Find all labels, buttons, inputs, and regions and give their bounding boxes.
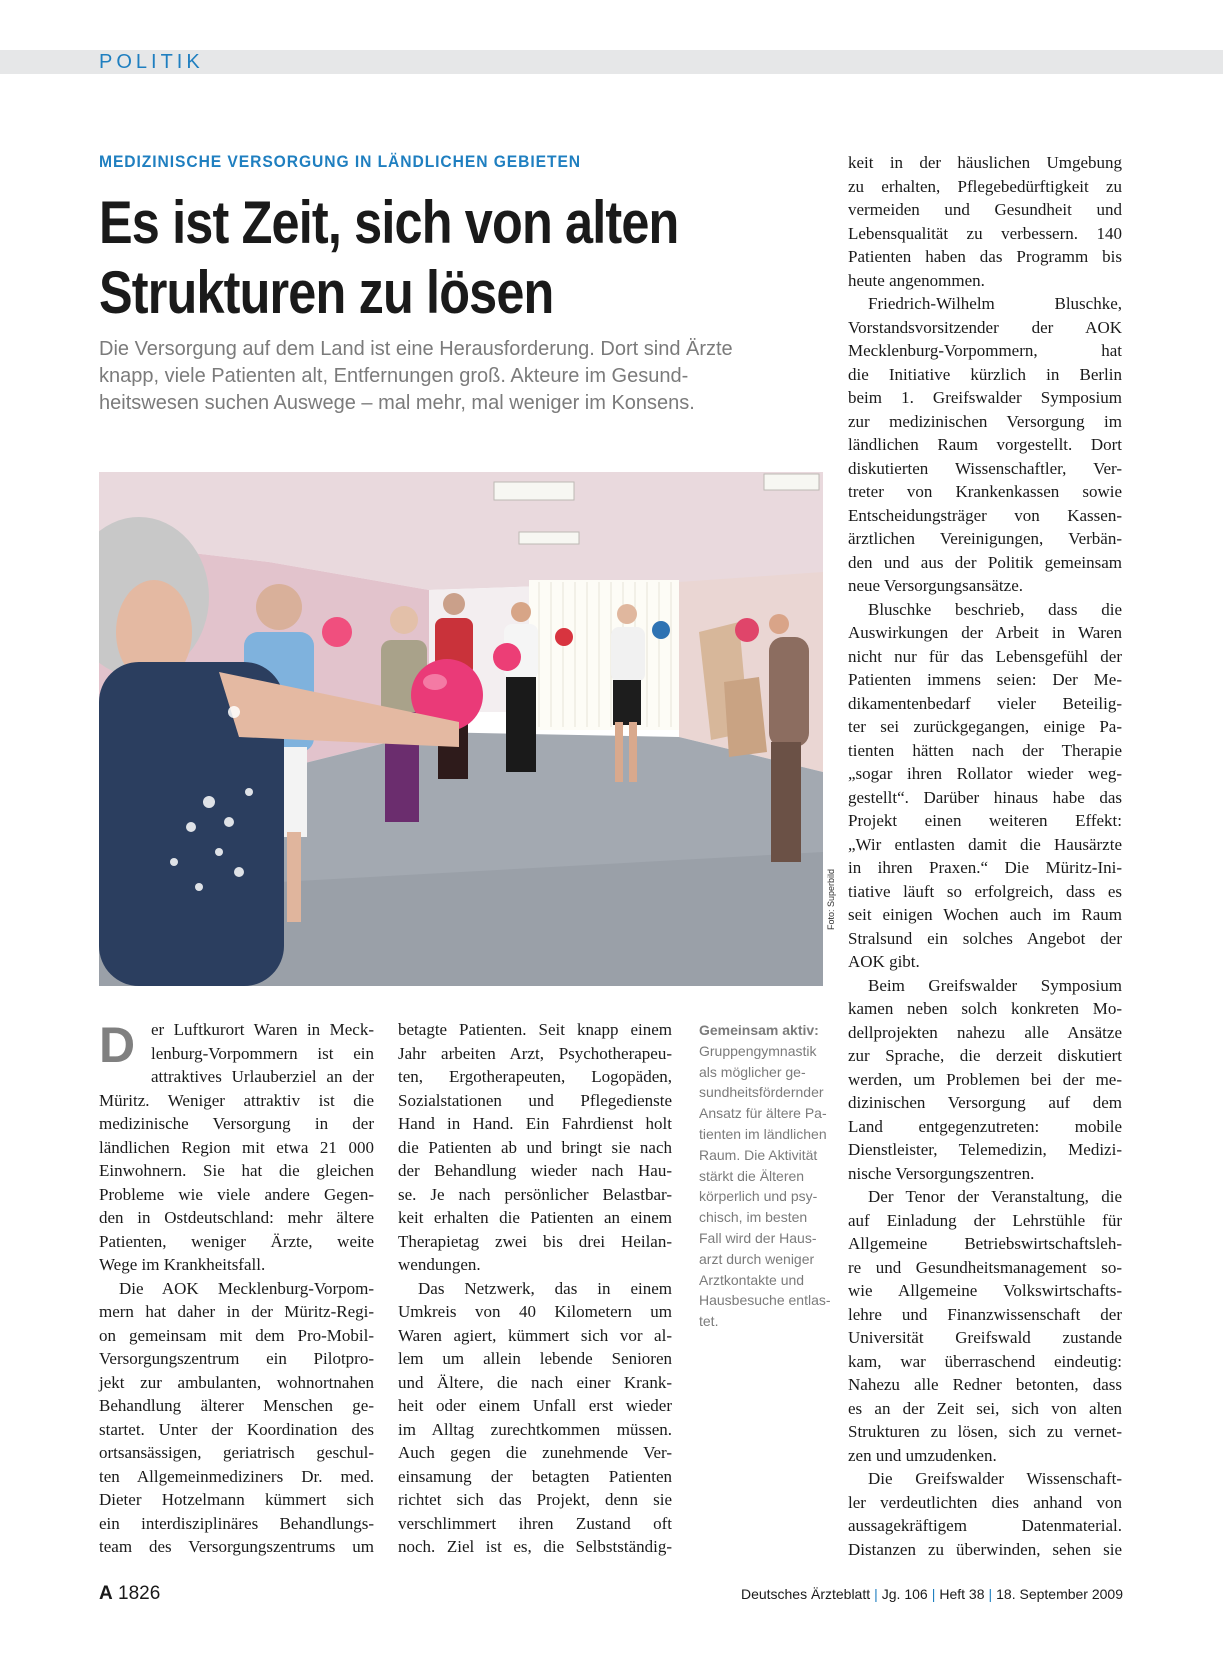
journal-volume: Jg. 106 xyxy=(881,1586,928,1602)
text-line: Auch gegen die zunehmende Ver- xyxy=(398,1443,672,1462)
separator: | xyxy=(874,1586,878,1602)
text-line: Friedrich-Wilhelm Bluschke, xyxy=(868,294,1122,313)
text-line: Auswirkungen der Arbeit in Waren xyxy=(848,623,1122,642)
text-line: Allgemeine Betriebswirtschaftsleh- xyxy=(848,1234,1122,1253)
text-line: Versorgungszentrum ein Pilotpro- xyxy=(99,1349,374,1368)
text-line: tiative läuft so erfolgreich, dass es xyxy=(848,881,1122,901)
text-line: se. Je nach persönlicher Belastbar- xyxy=(398,1184,672,1204)
text-line: Die AOK Mecklenburg-Vorpom- xyxy=(119,1278,374,1298)
text-line: ten, Ergotherapeuten, Logopäden, xyxy=(398,1067,672,1086)
text-line: mern hat daher in der Müritz-Regi- xyxy=(99,1302,374,1321)
text-line: Patienten, weniger Ärzte, weite xyxy=(99,1231,374,1251)
text-line: startet. Unter der Koordination des xyxy=(99,1419,374,1439)
text-line: die Initiative kürzlich in Berlin xyxy=(848,364,1122,384)
text-line: Probleme wie viele andere Gegen- xyxy=(99,1184,374,1204)
text-line: betagte Patienten. Seit knapp einem xyxy=(398,1020,672,1039)
text-line: tienten hätten nach der Therapie xyxy=(848,740,1122,760)
text-line: Land entgegenzutreten: mobile xyxy=(848,1116,1122,1136)
text-line: den und aus der Politik gemeinsam xyxy=(848,552,1122,572)
text-line: nische Versorgungszentren. xyxy=(848,1163,1035,1183)
text-line: ler verdeutlichten dies anhand von xyxy=(848,1492,1122,1512)
text-line: „sogar ihren Rollator wieder weg- xyxy=(848,764,1122,783)
text-line: kam, war überraschend eindeutig: xyxy=(848,1351,1122,1371)
text-line: auf Einladung der Lehrstühle für xyxy=(848,1210,1122,1230)
headline-line: Strukturen zu lösen xyxy=(99,259,554,326)
text-line: Sozialstationen und Pflegedienste xyxy=(398,1090,672,1110)
text-line: zur Sprache, die derzeit diskutiert xyxy=(848,1046,1122,1065)
journal-name: Deutsches Ärzteblatt xyxy=(740,1586,871,1602)
caption-title: Gemeinsam aktiv: xyxy=(699,1022,819,1038)
text-line: Vorstandsvorsitzender der AOK xyxy=(848,317,1122,337)
text-line: lem um allein lebende Senioren xyxy=(398,1349,672,1368)
text-line: „Wir entlasten damit die Hausärzte xyxy=(848,834,1122,854)
text-line: Die Greifswalder Wissenschaft- xyxy=(868,1469,1122,1488)
text-line: Der Tenor der Veranstaltung, die xyxy=(868,1187,1122,1206)
text-line: Behandlung älterer Menschen ge- xyxy=(99,1396,374,1415)
page-number-value: 1826 xyxy=(118,1583,161,1604)
text-line: ter sei zurückgegangen, einige Pa- xyxy=(848,717,1122,736)
text-line: treter von Krankenkassen sowie xyxy=(848,482,1122,501)
text-line: ländlichen Raum vorgestellt. Dort xyxy=(848,435,1122,454)
text-line: wie Allgemeine Volkswirtschafts- xyxy=(848,1281,1122,1300)
text-line: Dienstleister, Telemedizin, Medizi- xyxy=(848,1140,1122,1159)
text-line: Beim Greifswalder Symposium xyxy=(868,975,1122,995)
text-line: diskutierten Wissenschaftler, Ver- xyxy=(848,458,1122,478)
footer-citation xyxy=(741,1586,1123,1602)
text-line: zur medizinischen Versorgung im xyxy=(848,411,1122,431)
text-line: Umkreis von 40 Kilometern um xyxy=(398,1302,672,1321)
text-line: Bluschke beschrieb, dass die xyxy=(868,599,1122,619)
text-line: gestellt“. Darüber hinaus habe das xyxy=(848,787,1122,807)
text-line: zen und umzudenken. xyxy=(848,1445,997,1465)
teaser-line: heitswesen suchen Auswege – mal mehr, mal weniger im Konsens. xyxy=(99,392,695,414)
text-line: und Ältere, die nach einer Krank- xyxy=(398,1372,672,1392)
text-line: wendungen. xyxy=(398,1255,481,1274)
text-line: den in Ostdeutschland: mehr ältere xyxy=(99,1208,374,1227)
text-line: Entscheidungsträger von Kassen- xyxy=(848,505,1122,525)
page-number xyxy=(99,1583,160,1605)
text-line: er Luftkurort Waren in Meck- xyxy=(151,1020,374,1039)
teaser-line: knapp, viele Patienten alt, Entfernungen groß. Akteure im Gesund- xyxy=(99,365,689,387)
text-line: beim 1. Greifswalder Symposium xyxy=(848,388,1122,407)
text-line: es an der Zeit sei, sich von alten xyxy=(848,1398,1122,1418)
text-line: lenburg-Vorpommern ist ein xyxy=(151,1043,374,1063)
text-line: ein interdisziplinäres Behandlungs- xyxy=(99,1513,374,1533)
caption-line: stärkt die Älteren xyxy=(699,1167,805,1184)
article-column-2 xyxy=(398,1018,672,1559)
text-line: aussagekräftigem Datenmaterial. xyxy=(848,1516,1122,1535)
teaser xyxy=(99,336,819,417)
text-line: richtet sich das Projekt, denn sie xyxy=(398,1490,672,1509)
text-line: nicht nur für das Lebensgefühl der xyxy=(848,646,1122,666)
text-line: zu erhalten, Pflegebedürftigkeit zu xyxy=(848,176,1122,196)
text-line: im Alltag zurechtkommen müssen. xyxy=(398,1419,672,1439)
text-line: AOK gibt. xyxy=(848,952,920,971)
caption-line: tienten im ländlichen xyxy=(699,1125,827,1142)
section-label: POLITIK xyxy=(99,51,204,73)
caption-line: körperlich und psy- xyxy=(699,1188,818,1205)
text-line: Nahezu alle Redner betonten, dass xyxy=(848,1375,1122,1394)
text-line: der Behandlung wieder nach Hau- xyxy=(398,1161,672,1180)
photo-credit: Foto: Superbild xyxy=(826,868,836,930)
text-line: ortsansässigen, geriatrisch geschul- xyxy=(99,1443,374,1462)
caption-line: Ansatz für ältere Pa- xyxy=(699,1105,827,1122)
separator: | xyxy=(988,1586,993,1602)
text-line: Patienten immens seien: Der Me- xyxy=(848,670,1122,689)
text-line: Distanzen zu überwinden, sehen sie xyxy=(848,1539,1122,1559)
text-line: dikamentenbedarf vieler Beteilig- xyxy=(848,693,1122,713)
text-line: on gemeinsam mit dem Pro-Mobil- xyxy=(99,1325,374,1345)
text-line: Waren agiert, kümmert sich vor al- xyxy=(398,1325,672,1345)
article-column-3 xyxy=(848,151,1122,1561)
text-line: Stralsund ein solches Angebot der xyxy=(848,928,1122,948)
text-line: Einwohnern. Sie hat die gleichen xyxy=(99,1161,374,1180)
text-line: dellprojekten nahezu alle Ansätze xyxy=(848,1022,1122,1042)
text-line: Therapietag zwei bis drei Heilan- xyxy=(398,1231,672,1251)
headline xyxy=(99,188,737,328)
text-line: die Patienten ab und bringt sie nach xyxy=(398,1137,672,1157)
photo-caption xyxy=(699,1020,834,1332)
article-column-1 xyxy=(99,1018,374,1559)
dropcap: D xyxy=(99,1017,136,1073)
text-line: Hand in Hand. Ein Fahrdienst holt xyxy=(398,1114,672,1133)
text-line: kamen neben solch konkreten Mo- xyxy=(848,999,1122,1018)
text-line: keit erhalten die Patienten an einem xyxy=(398,1208,672,1227)
separator: | xyxy=(931,1586,936,1602)
text-line: Dieter Hotzelmann kümmert sich xyxy=(99,1490,374,1509)
text-line: jekt zur ambulanten, wohnortnahen xyxy=(99,1372,374,1392)
page-prefix: A xyxy=(99,1583,113,1604)
text-line: Mecklenburg-Vorpommern, hat xyxy=(848,341,1122,360)
text-line: Das Netzwerk, das in einem xyxy=(418,1278,672,1298)
caption-line: chisch, im besten xyxy=(699,1209,808,1226)
caption-line: als möglicher ge- xyxy=(699,1063,806,1080)
text-line: heit oder einem Unfall erst wieder xyxy=(398,1396,672,1415)
text-line: keit in der häuslichen Umgebung xyxy=(848,153,1122,172)
text-line: heute angenommen. xyxy=(848,270,985,290)
text-line: ländlichen Region mit etwa 21 000 xyxy=(99,1137,374,1157)
text-line: Wege im Krankheitsfall. xyxy=(99,1255,266,1274)
caption-line: arzt durch weniger xyxy=(699,1250,815,1267)
caption-line: sundheitsfördernder xyxy=(699,1084,824,1101)
text-line: Strukturen zu lösen, sich zu vernet- xyxy=(848,1422,1122,1441)
text-line: Jahr arbeiten Arzt, Psychotherapeu- xyxy=(398,1043,672,1063)
text-line: vermeiden und Gesundheit und xyxy=(848,200,1122,219)
caption-line: Raum. Die Aktivität xyxy=(699,1146,818,1163)
kicker: MEDIZINISCHE VERSORGUNG IN LÄNDLICHEN GEBIETEN xyxy=(99,152,582,171)
caption-line: Gruppengymnastik xyxy=(699,1042,817,1059)
text-line: team des Versorgungszentrums um xyxy=(99,1537,374,1556)
text-line: ten Allgemeinmediziners Dr. med. xyxy=(99,1466,374,1486)
text-line: werden, um Problemen bei der me- xyxy=(848,1069,1122,1089)
article-photo xyxy=(99,472,823,986)
teaser-line: Die Versorgung auf dem Land ist eine Herausforderung. Dort sind Ärzte xyxy=(99,338,733,360)
text-line: lehre und Finanzwissenschaft der xyxy=(848,1304,1122,1324)
text-line: medizinische Versorgung in der xyxy=(99,1114,374,1133)
text-line: attraktives Urlauberziel an der xyxy=(151,1067,374,1086)
caption-line: tet. xyxy=(699,1313,719,1330)
text-line: ärztlichen Vereinigungen, Verbän- xyxy=(848,529,1122,548)
text-line: re und Gesundheitsmanagement so- xyxy=(848,1257,1122,1277)
text-line: Projekt einen weiteren Effekt: xyxy=(848,811,1122,830)
text-line: seit einigen Wochen auch im Raum xyxy=(848,905,1122,924)
caption-line: Fall wird der Haus- xyxy=(699,1229,817,1246)
text-line: in ihren Praxen.“ Die Müritz-Ini- xyxy=(848,858,1122,877)
text-line: dizinischen Versorgung auf dem xyxy=(848,1093,1122,1112)
text-line: Universität Greifswald zustande xyxy=(848,1328,1122,1347)
text-line: einsamung der betagten Patienten xyxy=(398,1466,672,1486)
journal-issue: Heft 38 xyxy=(939,1586,985,1602)
text-line: noch. Ziel ist es, die Selbstständig- xyxy=(398,1537,672,1556)
text-line: Müritz. Weniger attraktiv ist die xyxy=(99,1090,374,1110)
text-line: verschlimmert ihren Zustand oft xyxy=(398,1513,672,1533)
caption-line: Hausbesuche entlas- xyxy=(699,1292,831,1309)
issue-date: 18. September 2009 xyxy=(996,1586,1123,1602)
text-line: Patienten haben das Programm bis xyxy=(848,247,1122,266)
caption-line: Arztkontakte und xyxy=(699,1271,805,1288)
text-line: neue Versorgungsansätze. xyxy=(848,576,1023,595)
text-line: Lebensqualität zu verbessern. 140 xyxy=(848,223,1122,243)
headline-line: Es ist Zeit, sich von alten xyxy=(99,189,679,256)
